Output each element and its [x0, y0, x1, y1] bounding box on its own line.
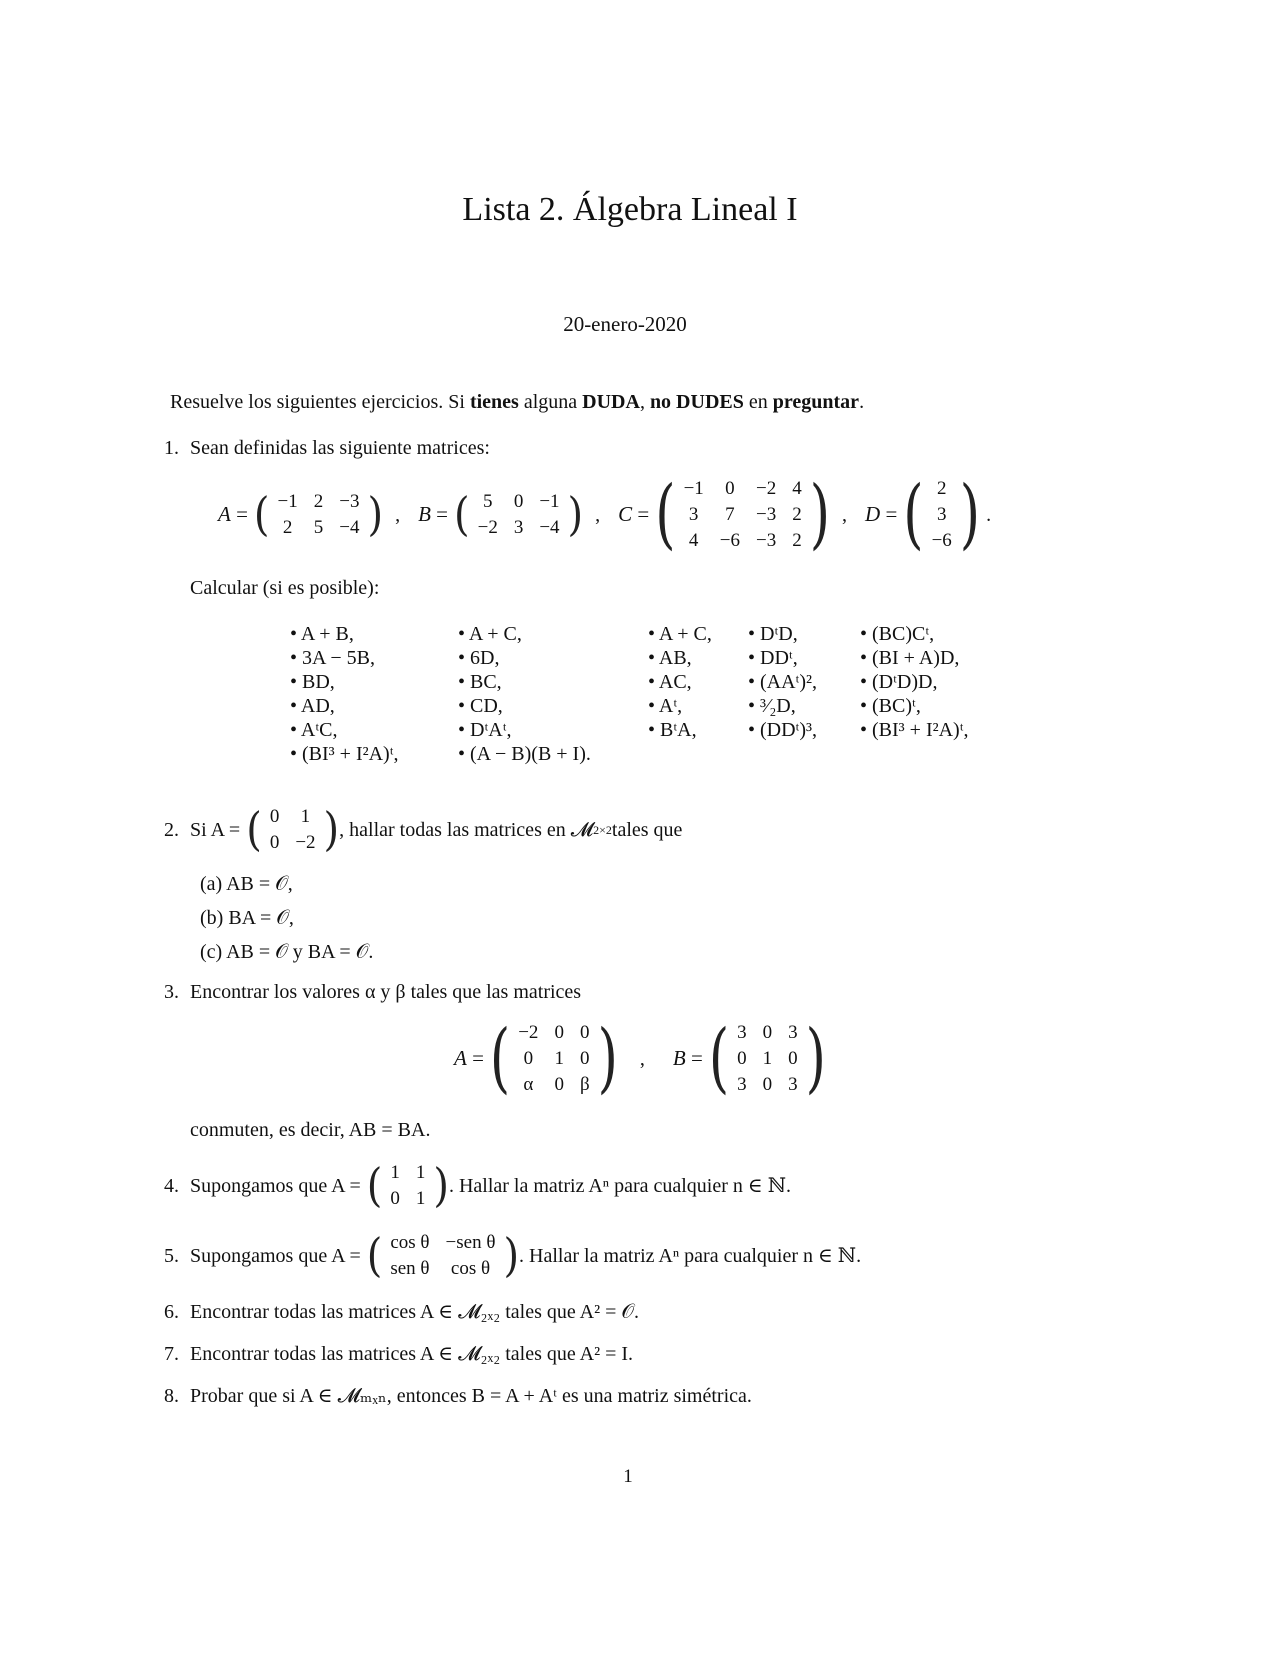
- exercise-text: Probar que si A ∈ 𝓜ₘₓₙ, entonces B = A + Aᵗ es una matriz simétrica.: [190, 1385, 752, 1407]
- intro-bold: DUDA: [582, 391, 640, 413]
- list-item: (b) BA = 𝒪,: [200, 907, 294, 929]
- exercise-text: Encontrar todas las matrices A ∈ 𝓜₂ₓ₂ tales que A² = 𝒪.: [190, 1301, 639, 1323]
- exercise-1: [164, 436, 490, 460]
- exercise-6: [164, 1300, 639, 1324]
- bullet-item: • DDᵗ,: [748, 647, 798, 669]
- matrix-cell: 3: [788, 1022, 798, 1043]
- matrix-cell: 0: [523, 1048, 534, 1069]
- matrix-cell: 2: [282, 517, 293, 538]
- page-number: 1: [623, 1466, 633, 1487]
- bullet-item: • A + B,: [290, 623, 354, 645]
- matrices-ex3: A = ( −2 0 0 0 1 0 α 0 β ) , B = ( 3 0 3 0 1 0 3 0 3 ): [454, 1015, 826, 1103]
- matrix-cell: 0: [269, 832, 280, 853]
- exercise-number: 6.: [164, 1301, 179, 1323]
- matrix-cell: −1: [683, 478, 704, 499]
- calculate-label: Calcular (si es posible):: [190, 577, 380, 599]
- exercise-text: Si A =: [190, 819, 241, 841]
- matrix-cell: 7: [725, 504, 735, 525]
- matrix-cell: −sen θ: [445, 1232, 496, 1253]
- matrix-cell: −2: [477, 517, 498, 538]
- matrix-cell: −2: [295, 832, 316, 853]
- matrix-cell: 5: [482, 491, 493, 512]
- matrix-cell: 0: [580, 1022, 590, 1043]
- matrix-cell: 1: [554, 1048, 564, 1069]
- exercise-text: Supongamos que A =: [190, 1245, 361, 1267]
- matrix-cell: 1: [390, 1162, 400, 1183]
- matrix-cell: −4: [539, 517, 560, 538]
- matrix-cell: 1: [762, 1048, 773, 1069]
- bullet-item: • AD,: [290, 695, 335, 717]
- exercise-2: [164, 800, 682, 860]
- matrix-cell: 0: [554, 1074, 564, 1095]
- bullet-item: • DᵗAᵗ,: [458, 719, 512, 741]
- matrix-B: ( 5 0 −1 −2 3 −4 ): [454, 488, 584, 542]
- intro-bold: tienes: [469, 391, 519, 413]
- matrix-cell: −2: [518, 1022, 539, 1043]
- matrix-cell: 3: [688, 504, 699, 525]
- matrix-A: ( −1 2 −3 2 5 −4 ): [253, 488, 384, 542]
- matrix-cell: −3: [339, 491, 360, 512]
- bullet-item: • BᵗA,: [648, 719, 697, 741]
- exercise-text: , hallar todas las matrices en 𝓜: [339, 819, 594, 841]
- matrix-entries: [510, 1020, 597, 1098]
- document-title: Lista 2. Álgebra Lineal I: [462, 191, 798, 228]
- matrix-cell: 3: [936, 504, 947, 525]
- bullet-item: • BD,: [290, 671, 335, 693]
- bullet-item: • (BI³ + I²A)ᵗ,: [290, 743, 399, 765]
- matrix-cell: 3: [788, 1074, 798, 1095]
- bullet-item: • AC,: [648, 671, 692, 693]
- matrix-A-ex4: ( 1 1 0 1 ): [366, 1159, 449, 1213]
- exercise-text: tales que: [611, 819, 683, 841]
- subscript: 2×2: [593, 822, 612, 837]
- matrix-cell: sen θ: [390, 1258, 430, 1279]
- bullet-item: • 3A − 5B,: [290, 647, 375, 669]
- document-date: 20-enero-2020: [563, 312, 687, 336]
- exercise-number: 2.: [164, 819, 179, 841]
- matrix-cell: cos θ: [450, 1258, 491, 1279]
- bullet-item: • (AAᵗ)²,: [748, 671, 818, 693]
- matrix-cell: −4: [339, 517, 360, 538]
- matrix-cell: 5: [313, 517, 324, 538]
- bullet-item: • (BI³ + I²A)ᵗ,: [860, 719, 969, 741]
- matrix-B-ex3: ( 3 0 3 0 1 0 3 0 3 ): [708, 1015, 826, 1103]
- matrix-cell: 2: [313, 491, 324, 512]
- exercise-number: 7.: [164, 1343, 179, 1365]
- matrix-cell: −3: [756, 504, 777, 525]
- bullet-item: • BC,: [458, 671, 502, 693]
- intro-bold: no DUDES: [649, 391, 744, 413]
- bullet-item: • (DᵗD)D,: [860, 671, 938, 693]
- bullet-column: [748, 622, 817, 742]
- matrix-cell: 0: [762, 1022, 773, 1043]
- bullet-item: • (DDᵗ)³,: [748, 719, 818, 741]
- exercise-number: 5.: [164, 1245, 179, 1267]
- matrix-cell: −2: [756, 478, 777, 499]
- matrix-cell: β: [579, 1074, 590, 1095]
- bullet-column: [860, 622, 969, 742]
- exercise-5: [164, 1226, 861, 1286]
- matrix-cell: 0: [513, 491, 524, 512]
- bullet-item: • ³⁄₂D,: [748, 695, 796, 717]
- matrix-cell: α: [523, 1074, 534, 1095]
- matrix-cell: 2: [936, 478, 947, 499]
- bullet-column: [648, 622, 712, 742]
- exercise-text: Encontrar todas las matrices A ∈ 𝓜₂ₓ₂ tales que A² = I.: [190, 1343, 634, 1365]
- matrix-cell: 1: [300, 806, 311, 827]
- matrix-D: ( 2 3 −6 ): [903, 471, 981, 559]
- exercise-8: [164, 1384, 752, 1408]
- bullet-column: [458, 622, 591, 766]
- bullet-item: • CD,: [458, 695, 503, 717]
- bullet-item: • (A − B)(B + I).: [458, 743, 591, 765]
- matrix-cell: 2: [792, 504, 802, 525]
- matrix-cell: 0: [762, 1074, 773, 1095]
- matrix-cell: 2: [792, 530, 802, 551]
- bullet-column: [290, 622, 399, 766]
- bullet-item: • (BC)Cᵗ,: [860, 623, 935, 645]
- matrix-entries: [470, 489, 568, 541]
- matrices-definition: A = ( −1 2 −3 2 5 −4 ) , B = ( 5 0 −1 −2 3 −4 ) , C = ( −1 0 −2 4 3 7 −3 2 4 −6 −3 2 ) , D = ( 2 3 −6 ) .: [218, 471, 992, 559]
- list-item: (a) AB = 𝒪,: [200, 873, 293, 895]
- matrix-entries: [676, 476, 810, 554]
- matrix-entries: [270, 489, 368, 541]
- exercise-text: . Hallar la matriz Aⁿ para cualquier n ∈ ℕ.: [519, 1245, 862, 1267]
- exercise-text: . Hallar la matriz Aⁿ para cualquier n ∈ ℕ.: [448, 1175, 791, 1197]
- matrix-cell: −1: [539, 491, 560, 512]
- matrix-entries: [382, 1160, 433, 1212]
- matrix-cell: 0: [269, 806, 280, 827]
- matrix-entries: [382, 1230, 503, 1282]
- bullet-item: • DᵗD,: [748, 623, 798, 645]
- bullet-item: • 6D,: [458, 647, 500, 669]
- matrix-cell: −6: [719, 530, 740, 551]
- bullet-item: • AᵗC,: [290, 719, 338, 741]
- matrix-C: ( −1 0 −2 4 3 7 −3 2 4 −6 −3 2 ): [655, 471, 831, 559]
- bullet-item: • A + C,: [648, 623, 712, 645]
- exercise-number: 1.: [164, 437, 179, 459]
- bullet-item: • (BI + A)D,: [860, 647, 960, 669]
- matrix-cell: 4: [792, 478, 802, 499]
- intro-text: alguna: [518, 391, 583, 413]
- instructions: [170, 390, 864, 414]
- exercise-text: Encontrar los valores α y β tales que las matrices: [190, 981, 582, 1003]
- intro-bold: preguntar: [772, 391, 860, 413]
- intro-text: .: [859, 391, 865, 413]
- matrix-cell: 0: [554, 1022, 564, 1043]
- matrix-entries: [729, 1020, 806, 1098]
- exercise-text: Supongamos que A =: [190, 1175, 361, 1197]
- intro-text: Resuelve los siguientes ejercicios. Si: [170, 391, 470, 413]
- exercise-3-after: conmuten, es decir, AB = BA.: [190, 1119, 431, 1141]
- bullet-item: • (BC)ᵗ,: [860, 695, 921, 717]
- matrix-cell: 4: [688, 530, 699, 551]
- bullet-item: • AB,: [648, 647, 692, 669]
- exercise-3: [164, 980, 581, 1004]
- list-item: (c) AB = 𝒪 y BA = 𝒪.: [200, 941, 374, 963]
- intro-text: en: [743, 391, 773, 413]
- exercise-number: 4.: [164, 1175, 179, 1197]
- matrix-cell: 0: [788, 1048, 798, 1069]
- matrix-cell: 3: [513, 517, 524, 538]
- matrix-cell: cos θ: [390, 1232, 430, 1253]
- matrix-entries: [924, 476, 960, 554]
- exercise-2-items: [200, 872, 373, 974]
- exercise-7: [164, 1342, 633, 1366]
- matrix-A-ex5: ( cos θ −sen θ sen θ cos θ ): [366, 1229, 520, 1283]
- bullet-item: • Aᵗ,: [648, 695, 683, 717]
- exercise-number: 3.: [164, 981, 179, 1003]
- matrix-entries: [262, 804, 324, 856]
- matrix-cell: 0: [725, 478, 735, 499]
- matrix-cell: 0: [390, 1188, 400, 1209]
- matrix-cell: 0: [737, 1048, 747, 1069]
- matrix-cell: 1: [415, 1188, 426, 1209]
- intro-text: ,: [639, 391, 650, 413]
- matrix-A-ex3: ( −2 0 0 0 1 0 α 0 β ): [489, 1015, 618, 1103]
- exercise-4: [164, 1156, 791, 1216]
- bullet-item: • A + C,: [458, 623, 522, 645]
- matrix-cell: −1: [277, 491, 298, 512]
- matrix-cell: −3: [756, 530, 777, 551]
- exercise-text: Sean definidas las siguiente matrices:: [190, 437, 490, 459]
- matrix-cell: 3: [737, 1074, 747, 1095]
- matrix-cell: 0: [580, 1048, 590, 1069]
- matrix-cell: 1: [415, 1162, 426, 1183]
- matrix-cell: 3: [737, 1022, 747, 1043]
- matrix-A-ex2: ( 0 1 0 −2 ): [246, 803, 340, 857]
- exercise-number: 8.: [164, 1385, 179, 1407]
- matrix-cell: −6: [931, 530, 952, 551]
